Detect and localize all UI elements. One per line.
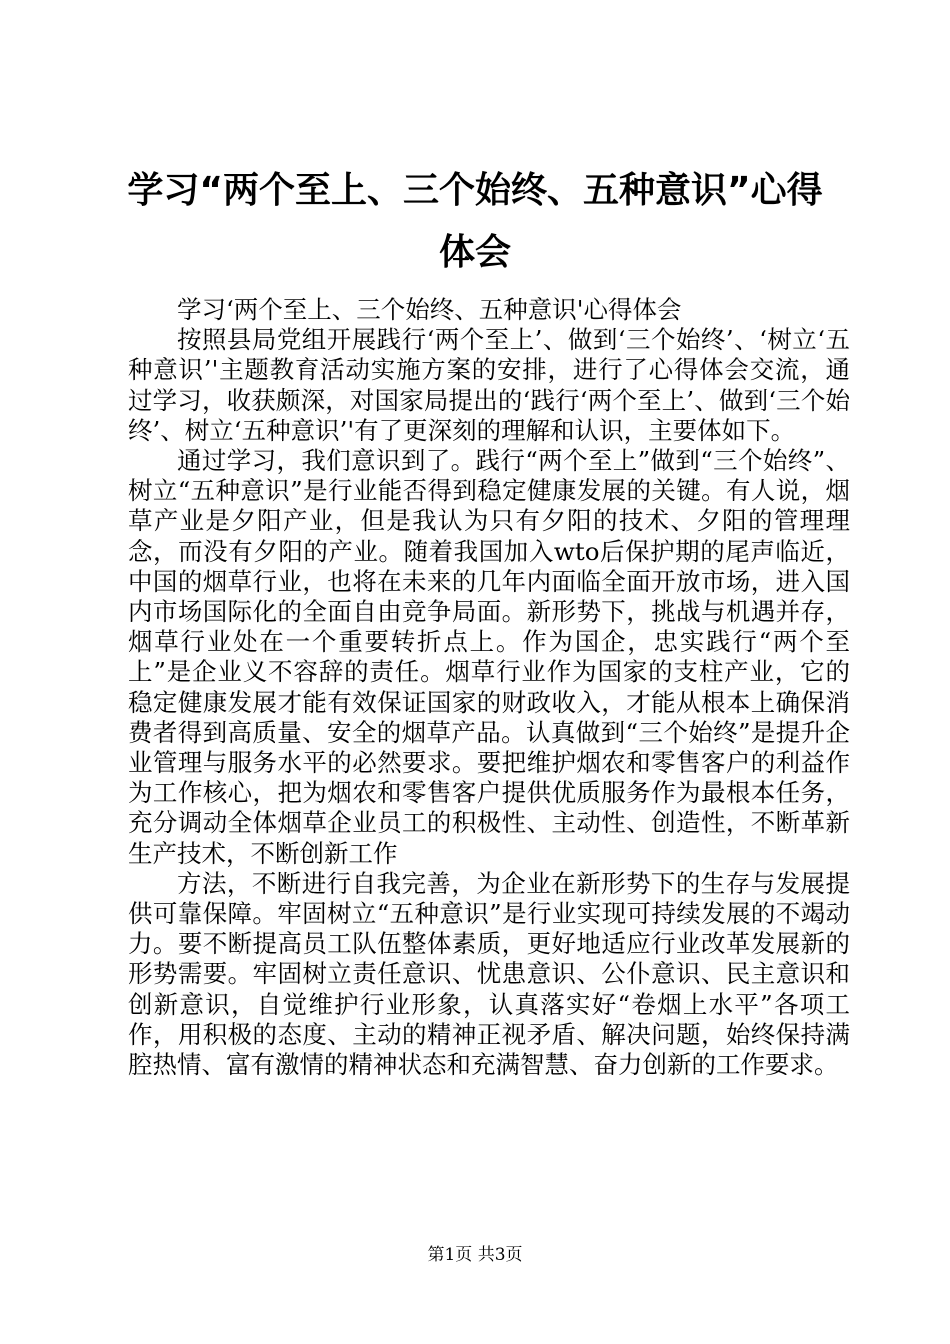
document-body [128,295,850,1080]
paragraph-2: 通过学习，我们意识到了。践行“两个至上”做到“三个始终”、树立“五种意识”是行业能否得到稳定健康发展的关键。有人说，烟草产业是夕阳产业，但是我认为只有夕阳的技术、夕阳的管理理念，而没有夕阳的产业。随着我国加入wto后保护期的尾声临近，中国的烟草行业，也将在未来的几年内面临全面开放市场，进入国内市场国际化的全面自由竞争局面。新形势下，挑战与机遇并存，烟草行业处在一个重要转折点上。作为国企，忠实践行“两个至上”是企业义不容辞的责任。烟草行业作为国家的支柱产业，它的稳定健康发展才能有效保证国家的财政收入，才能从根本上确保消费者得到高质量、安全的烟草产品。认真做到“三个始终”是提升企业管理与服务水平的必然要求。要把维护烟农和零售客户的利益作为工作核心，把为烟农和零售客户提供优质服务作为最根本任务，充分调动全体烟草企业员工的积极性、主动性、创造性，不断革新生产技术，不断创新工作 [128,446,850,868]
document-title: 学习“两个至上、三个始终、五种意识”心得体会 [127,170,823,273]
paragraph-3: 方法，不断进行自我完善，为企业在新形势下的生存与发展提供可靠保障。牢固树立“五种意识”是行业实现可持续发展的不竭动力。要不断提高员工队伍整体素质，更好地适应行业改革发展新的形势需要。牢固树立责任意识、忧患意识、公仆意识、民主意识和创新意识，自觉维护行业形象，认真落实好“卷烟上水平”各项工作，用积极的态度、主动的精神正视矛盾、解决问题，始终保持满腔热情、富有激情的精神状态和充满智慧、奋力创新的工作要求。 [128,868,850,1080]
page-number-footer: 第1页 共3页 [427,1245,523,1265]
document-subtitle: 学习‘两个至上、三个始终、五种意识'心得体会 [177,295,682,324]
paragraph-1: 按照县局党组开展践行‘两个至上’、做到‘三个始终’、‘树立‘五种意识’'主题教育活动实施方案的安排，进行了心得体会交流，通过学习，收获颇深，对国家局提出的‘践行‘两个至上’、做到‘三个始终’、树立‘五种意识’'有了更深刻的理解和认识，主要体如下。 [128,325,850,445]
